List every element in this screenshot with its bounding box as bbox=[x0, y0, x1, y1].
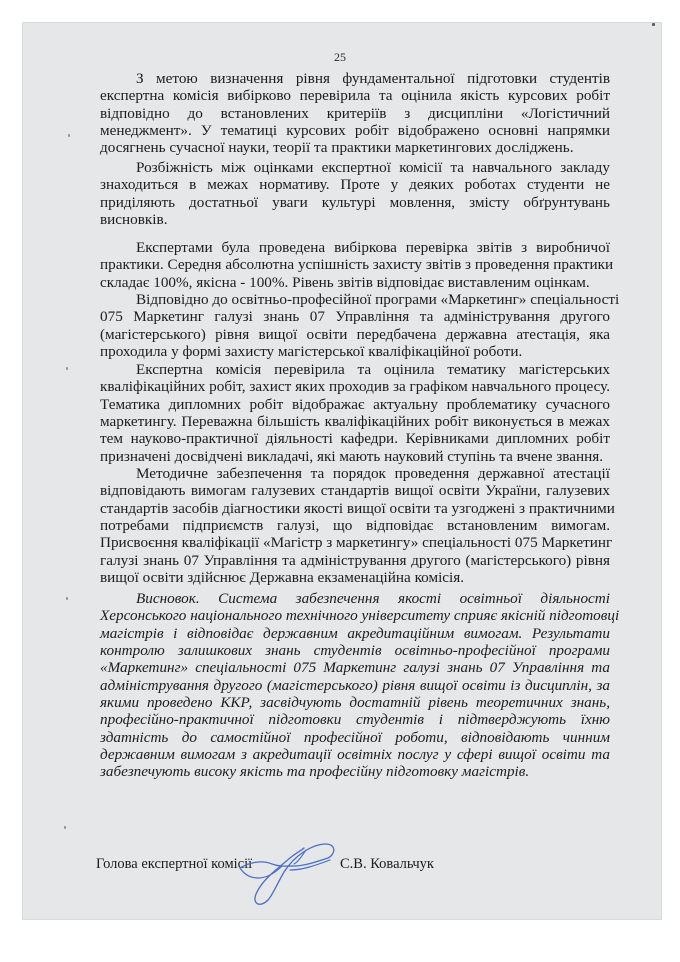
text-line: Присвоєння кваліфікації «Магістр з маркетингу» спеціальності 075 Маркетинг bbox=[100, 534, 613, 552]
text-line: якими проведено ККР, засвідчують достатній рівень теоретичних знань, bbox=[100, 694, 610, 712]
signatory-title: Голова експертної комісії bbox=[96, 856, 253, 872]
scan-speck bbox=[66, 597, 68, 600]
paragraph bbox=[100, 70, 610, 157]
text-line: відповідно до встановлених критеріїв з дисципліни «Логістичний bbox=[100, 104, 610, 122]
text-line: складає 100%, якісна - 100%. Рівень звітів відповідає виставленим оцінкам. bbox=[100, 273, 590, 291]
text-line: потребами підприємств галузі, що відповідає встановленим вимогам. bbox=[100, 517, 610, 535]
text-line: 075 Маркетинг галузі знань 07 Управління та адміністрування другого bbox=[100, 308, 610, 326]
text-line: призначені досвідчені викладачі, які мають науковий ступінь та вчене звання. bbox=[100, 447, 603, 465]
signatory-name: С.В. Ковальчук bbox=[340, 856, 434, 872]
text-line: державним вимогам з акредитації освітніх послуг у сфері вищої освіти та bbox=[100, 746, 610, 764]
text-line: адміністрування другого (магістерського) рівня вищої освіти із дисциплін, за bbox=[100, 676, 610, 694]
text-line: експертна комісія вибірково перевірила та оцінила якість курсових робіт bbox=[100, 87, 610, 105]
text-line: стандартів засобів діагностики якості вищої освіти та узгоджені з практичними bbox=[100, 499, 615, 517]
page-number: 25 bbox=[334, 50, 346, 64]
text-line: проходила у формі захисту магістерської кваліфікаційної роботи. bbox=[100, 343, 523, 361]
text-line: (магістерського) рівня вищої освіти передбачена державна атестація, яка bbox=[100, 325, 610, 343]
text-line: маркетингу. Переважна більшість кваліфікаційних робіт виконується в межах bbox=[100, 413, 610, 431]
text-line: Розбіжність між оцінками експертної комісії та навчального закладу bbox=[136, 159, 610, 176]
text-line: висновків. bbox=[100, 211, 168, 229]
text-line: Херсонського національного технічного університету сприяє якісній підготовці bbox=[100, 607, 620, 625]
scan-speck bbox=[68, 134, 70, 137]
text-line: Методичне забезпечення та порядок проведення державної атестації bbox=[136, 465, 610, 482]
text-line: знаходиться в межах нормативу. Проте у деяких роботах студенти не bbox=[100, 176, 610, 194]
text-line: тем науково-практичної діяльності кафедри. Керівниками дипломних робіт bbox=[100, 430, 610, 448]
text-line: Відповідно до освітньо-професійної програми «Маркетинг» спеціальності bbox=[136, 291, 620, 308]
text-line: досягнень сучасної науки, теорії та практики маркетингових досліджень. bbox=[100, 139, 574, 157]
text-line: відповідають вимогам галузевих стандартів вищої освіти України, галузевих bbox=[100, 482, 610, 500]
paragraph bbox=[100, 291, 620, 361]
text-line: галузі знань 07 Управління та адміністрування другого (магістерського) рівня bbox=[100, 551, 610, 569]
scan-speck bbox=[66, 367, 68, 370]
text-line: кваліфікаційних робіт, захист яких проходив за графіком навчального процесу. bbox=[100, 378, 610, 396]
scan-speck bbox=[64, 826, 66, 829]
text-line: менеджмент». У тематиці курсових робіт відображено основні напрямки bbox=[100, 122, 610, 140]
text-line: практики. Середня абсолютна успішність захисту звітів з проведення практики bbox=[100, 256, 614, 274]
paragraph bbox=[100, 239, 614, 291]
text-line: контролю залишкових знань студентів освітньо-професійної програми bbox=[100, 642, 610, 660]
paragraph bbox=[100, 361, 610, 465]
text-line: Експертами була проведена вибіркова перевірка звітів з виробничої bbox=[136, 239, 610, 256]
scan-speck bbox=[652, 23, 655, 26]
paragraph bbox=[100, 465, 615, 587]
text-line: забезпечують високу якість та професійну підготовку магістрів. bbox=[100, 763, 530, 781]
text-line: здатність до самостійної професійної роботи, відповідають чинним bbox=[100, 728, 610, 746]
paragraph bbox=[100, 159, 610, 228]
conclusion-paragraph bbox=[100, 590, 620, 781]
text-line: професійно-практичної підготовки студентів і підтверджують їхню bbox=[100, 711, 610, 729]
text-line: Висновок. Система забезпечення якості освітньої діяльності bbox=[136, 590, 610, 607]
text-line: вищої освіти здійснює Державна екзаменаційна комісія. bbox=[100, 569, 465, 587]
handwritten-signature-icon bbox=[232, 836, 342, 912]
text-line: Експертна комісія перевірила та оцінила тематику магістерських bbox=[136, 361, 610, 378]
text-line: магістрів і відповідає державним акредитаційним вимогам. Результати bbox=[100, 624, 610, 642]
text-line: приділяють достатньої уваги культурі мовлення, змісту обґрунтувань bbox=[100, 193, 610, 211]
text-line: «Маркетинг» спеціальності 075 Маркетинг галузі знань 07 Управління та bbox=[100, 659, 610, 677]
text-line: Тематика дипломних робіт відображає актуальну проблематику сучасного bbox=[100, 395, 610, 413]
text-line: З метою визначення рівня фундаментальної підготовки студентів bbox=[136, 70, 610, 87]
